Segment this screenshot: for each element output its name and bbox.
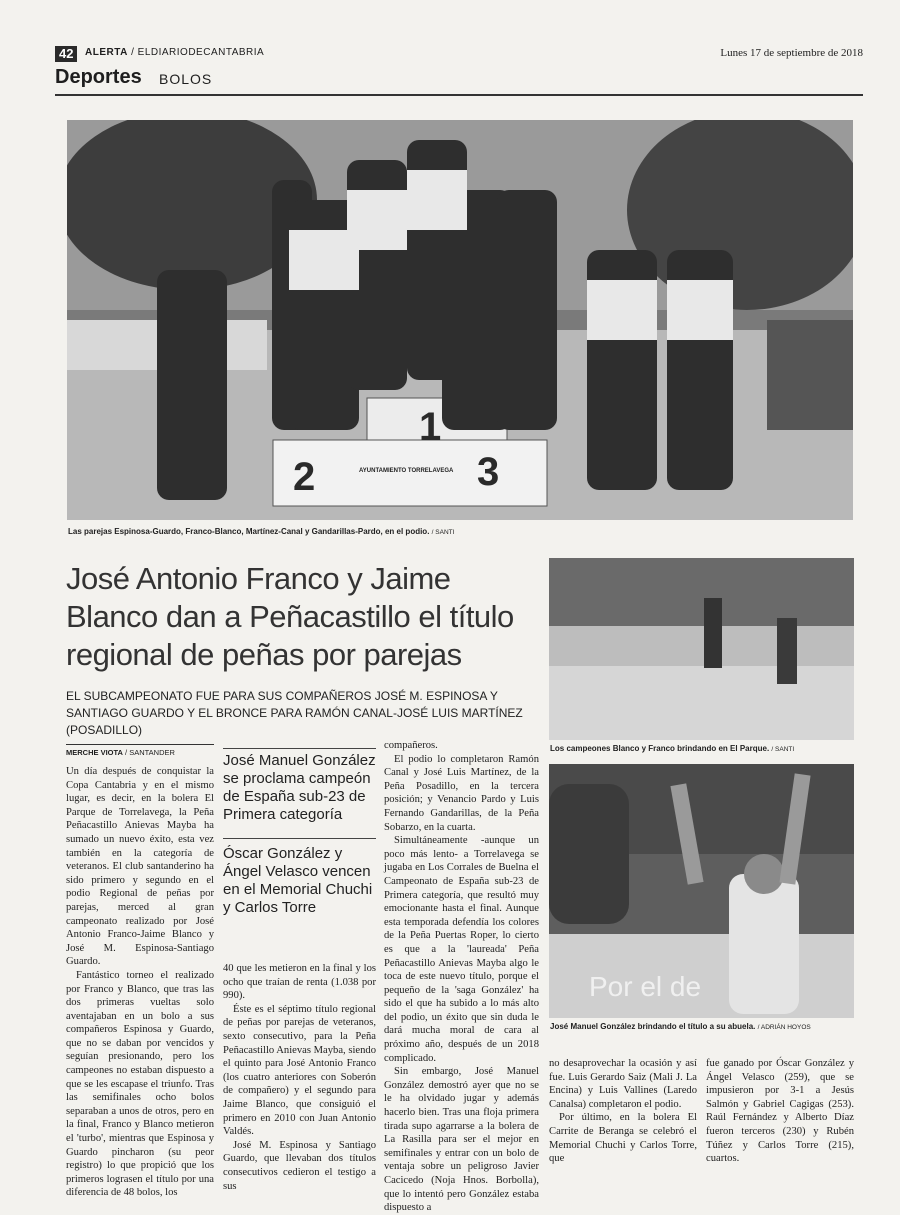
paragraph: Por último, en la bolera El Carrite de Beranga se celebró el Memorial Chuchi y Carlos Torre, que (549, 1112, 697, 1165)
gonzalez-photo-credit: / ADRIÁN HOYOS (757, 1024, 811, 1031)
issue-date: Lunes 17 de septiembre de 2018 (720, 47, 863, 59)
article-column-5 (706, 1057, 854, 1166)
paragraph: 40 que les metieron en la final y los ocho que traían de renta (1.038 por 990). (223, 963, 376, 1002)
brief-divider (223, 748, 376, 749)
gonzalez-photo (549, 764, 854, 1018)
paragraph: Sin embargo, José Manuel González demostró ayer que no se le ha olvidado jugar y además hacerlo bien. Tras una floja primera tirada supo agarrarse a la bolera de La Rasilla para ser el mejor en semifinales y entrar con un bolo de ventaja sobre un peligroso Javier Cacicedo (Noja Hnos. Borbolla), que lo intentó pero González estaba dispuesto a (384, 1066, 539, 1214)
section-header (55, 66, 863, 96)
gonzalez-photo-caption-text: José Manuel González brindando el título a su abuela. (550, 1022, 756, 1031)
paragraph: no desaprovechar la ocasión y así fue. Luis Gerardo Saiz (Mali J. La Encina) y Luis Vallines (Laredo Canalsa) completaron el podio. (549, 1058, 697, 1110)
bowling-alley-illustration (549, 558, 854, 740)
paragraph: Un día después de conquistar la Copa Cantabria y en el mismo lugar, es decir, en la bolera El Parque de Torrelavega, la Peña Peñacastillo Anievas Mayba ha sumado un nuevo éxito, esta vez también en la categoría de veteranos. El club santanderino ha sido primero y segundo en el podio Regional de peñas por parejas, merced al gran campeonato realizado por José Antonio Franco-Jaime Blanco y José M. Espinosa-Santiago Guardo. (66, 766, 214, 968)
gonzalez-photo-illustration (549, 764, 854, 1018)
article-headline: José Antonio Franco y Jaime Blanco dan a Peñacastillo el título regional de peñas por parejas (66, 561, 514, 672)
banner-text: Por el de (589, 971, 702, 1002)
podium-sponsor-text: AYUNTAMIENTO TORRELAVEGA (359, 468, 454, 474)
main-photo-caption (68, 527, 848, 536)
byline-author: MERCHE VIOTA (66, 748, 123, 757)
brief-headline-2: Óscar González y Ángel Velasco vencen en el Memorial Chuchi y Carlos Torre (223, 845, 373, 916)
champions-photo-caption-text: Los campeones Blanco y Franco brindando en El Parque. (550, 744, 770, 753)
paragraph: Fantástico torneo el realizado por Franco y Blanco, que tras las dos primeras vueltas solo aventajaban en un bolo a sus compañeros Espinosa y Guardo, que no se daban por vencidos y seguían presionando, pero los campeones no estaban dispuesto a que se les escapase el triunfo. Tras las semifinales ocho bolos separaban a unos de otros, pero en la final, Franco y Blanco metieron el 'turbo', mientras que Espinosa y Guardo pincharon (su peor registro) lo que propició que los primeros lograsen el título por una diferencia de 48 bolos, los (66, 969, 214, 1199)
brief-divider (223, 838, 376, 839)
publication-site: ELDIARIODECANTABRIA (137, 47, 265, 58)
article-column-2 (223, 962, 376, 1193)
byline-place: / SANTANDER (125, 748, 175, 757)
paragraph: José M. Espinosa y Santiago Guardo, que llevaban dos títulos consecutivos cedieron el testigo a sus (223, 1139, 376, 1192)
section-title: Deportes (55, 66, 142, 88)
article-subhead: EL SUBCAMPEONATO FUE PARA SUS COMPAÑEROS JOSÉ M. ESPINOSA Y SANTIAGO GUARDO Y EL BRONCE PARA RAMÓN CANAL-JOSÉ LUIS MARTÍNEZ (POSADILLO) (66, 689, 523, 737)
champions-photo-caption (550, 744, 854, 753)
podium-photo-illustration (67, 120, 853, 520)
page-number: 42 (55, 46, 77, 62)
article-column-3 (384, 739, 539, 1215)
podium-number-2: 2 (293, 455, 316, 499)
paragraph: Simultáneamente -aunque un poco más lento- a Torrelavega se jugaba en Los Corrales de Buelna el Campeonato de España sub-23 de Primera categoría, que resultó muy emocionante hasta el final. Aunque esta temporada defendía los colores de la Peña Puertas Roper, lo cierto es que a la 'laureada' Peña Peñacastillo Anievas Mayba algo le toca de este nuevo título, porque el pequeño de la 'saga González' ha sido el que ha subido a lo más alto del podio, un éxito que sin duda le dará mucha moral de cara al próximo año, después de un 2018 complicado. (384, 835, 539, 1064)
paragraph: compañeros. (384, 740, 438, 751)
article-column-4 (549, 1057, 697, 1166)
subsection-title: BOLOS (159, 71, 213, 87)
article-column-1 (66, 765, 214, 1200)
brief-headline-1: José Manuel González se proclama campeón de España sub-23 de Primera categoría (223, 752, 376, 823)
page-header (55, 46, 863, 64)
podium-number-1: 1 (419, 405, 442, 449)
main-photo-caption-text: Las parejas Espinosa-Guardo, Franco-Blanco, Martínez-Canal y Gandarillas-Pardo, en el podio. (68, 527, 430, 536)
briefs-box (223, 748, 376, 917)
main-photo-credit: / SANTI (431, 529, 455, 536)
paragraph: fue ganado por Óscar González y Ángel Velasco (259), que se impusieron por 3-1 a Jesús Salmón y Gabriel Cagigas (253). Raúl Fernández y Alberto Díaz fueron terceros (230) y Rubén Túñez y Carlos Torre (215), cuartos. (706, 1058, 854, 1165)
gonzalez-photo-caption (550, 1022, 854, 1031)
publication-name: ALERTA / ELDIARIODECANTABRIA (85, 47, 265, 58)
main-photo (67, 120, 853, 520)
champions-photo (549, 558, 854, 740)
publication-title: ALERTA (85, 47, 128, 58)
byline (66, 744, 214, 757)
paragraph: Éste es el séptimo título regional de peñas por parejas de veteranos, sexto consecutivo, para la Peña Peñacastillo Anievas Mayba, siendo el quinto para José Antonio Franco (los cuatro anteriores con Soberón de compañero) y el segundo para Jaime Blanco, que consiguió el primero en 2010 con Juan Antonio Valdés. (223, 1003, 376, 1138)
podium-number-3: 3 (477, 450, 500, 494)
champions-photo-credit: / SANTI (771, 746, 795, 753)
paragraph: El podio lo completaron Ramón Canal y José Luis Martínez, de la Peña Posadillo, en la tercera posición; y Venancio Pardo y Luis Fernando Gandarillas, de la Peña Sobarzo, en la cuarta. (384, 753, 539, 833)
